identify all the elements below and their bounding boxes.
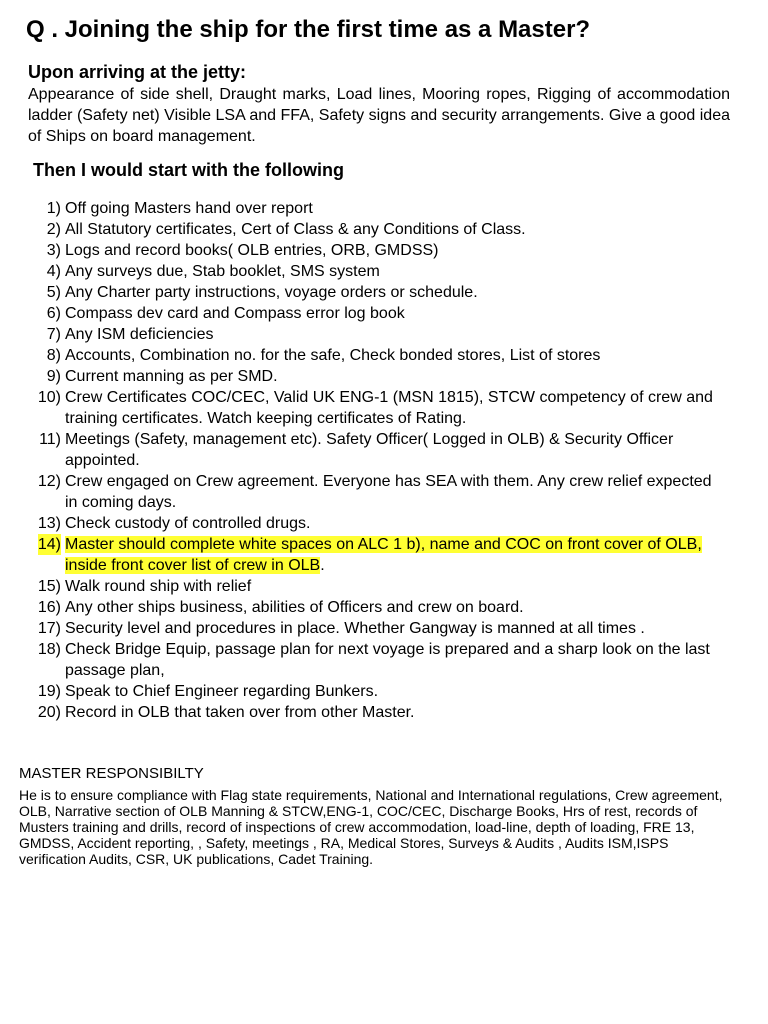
- list-item: [0, 576, 715, 597]
- item-number: 18): [37, 641, 61, 658]
- item-number: 6): [46, 305, 61, 322]
- list-item: [0, 639, 715, 681]
- item-text: Crew engaged on Crew agreement. Everyone has SEA with them. Any crew relief expected in coming days.: [65, 473, 712, 511]
- item-text: Check Bridge Equip, passage plan for next voyage is prepared and a sharp look on the last passage plan,: [65, 641, 710, 679]
- list-item: [0, 345, 715, 366]
- arrival-paragraph: Appearance of side shell, Draught marks, Load lines, Mooring ropes, Rigging of accommodation ladder (Safety net) Visible LSA and FFA, Safety signs and security arrangements. Give a good idea of Ships on board management.: [28, 86, 730, 145]
- checklist: [0, 198, 768, 723]
- list-item: [0, 387, 715, 429]
- item-text: Security level and procedures in place. Whether Gangway is manned at all times .: [65, 620, 645, 637]
- item-number: 11): [39, 431, 61, 448]
- item-number: 9): [46, 368, 61, 385]
- item-text: Compass dev card and Compass error log book: [65, 305, 405, 322]
- responsibility-paragraph: He is to ensure compliance with Flag state requirements, National and International regulations, Crew agreement, OLB, Narrative section of OLB Manning & STCW,ENG-1, COC/CEC, Discharge Books, Hrs of rest, records of Musters training and drills, record of inspections of crew accommodation, load-line, depth of loading, FRE 13, GMDSS, Accident reporting, , Safety, meetings , RA, Medical Stores, Surveys & Audits , Audits ISM,ISPS verification Audits, CSR, UK publications, Cadet Training.: [19, 787, 723, 867]
- item-number: 14): [37, 536, 61, 553]
- item-text: Accounts, Combination no. for the safe, Check bonded stores, List of stores: [65, 347, 601, 364]
- item-number: 5): [46, 284, 61, 301]
- item-text: Speak to Chief Engineer regarding Bunkers.: [65, 683, 379, 700]
- list-item: [0, 324, 715, 345]
- item-text: Any ISM deficiencies: [65, 326, 214, 343]
- list-item: [0, 198, 715, 219]
- list-item: [0, 471, 715, 513]
- list-item: [0, 618, 715, 639]
- item-number: 2): [46, 221, 61, 238]
- list-item: [0, 261, 715, 282]
- list-item: [0, 366, 715, 387]
- item-number: 3): [46, 242, 61, 259]
- list-item: [0, 303, 715, 324]
- item-text: Crew Certificates COC/CEC, Valid UK ENG-1 (MSN 1815), STCW competency of crew and training certificates. Watch keeping certificates of Rating.: [65, 389, 713, 427]
- list-item: [0, 513, 715, 534]
- item-number: 20): [37, 704, 61, 721]
- list-item: [0, 282, 715, 303]
- item-text: Any surveys due, Stab booklet, SMS system: [65, 263, 380, 280]
- list-item-highlighted: [0, 534, 715, 576]
- list-item: [0, 597, 715, 618]
- list-item: [0, 219, 715, 240]
- item-number: 12): [37, 473, 61, 490]
- start-heading: Then I would start with the following: [33, 160, 344, 180]
- item-text: Current manning as per SMD.: [65, 368, 278, 385]
- item-number: 19): [37, 683, 61, 700]
- item-suffix: .: [320, 557, 325, 574]
- list-item: [0, 681, 715, 702]
- responsibility-heading: MASTER RESPONSIBILTY: [19, 765, 204, 782]
- item-text: Logs and record books( OLB entries, ORB, GMDSS): [65, 242, 439, 259]
- item-text: Walk round ship with relief: [65, 578, 252, 595]
- item-number: 8): [46, 347, 61, 364]
- item-text: Check custody of controlled drugs.: [65, 515, 311, 532]
- item-text: Record in OLB that taken over from other Master.: [65, 704, 415, 721]
- item-number: 1): [46, 200, 61, 217]
- item-text: All Statutory certificates, Cert of Class & any Conditions of Class.: [65, 221, 526, 238]
- item-number: 15): [37, 578, 61, 595]
- item-number: 10): [37, 389, 61, 406]
- item-number: 13): [37, 515, 61, 532]
- list-item: [0, 240, 715, 261]
- item-number: 7): [46, 326, 61, 343]
- item-number: 16): [37, 599, 61, 616]
- list-item: [0, 429, 715, 471]
- arrival-heading: Upon arriving at the jetty:: [28, 62, 247, 82]
- item-text: Off going Masters hand over report: [65, 200, 313, 217]
- page-title: Q . Joining the ship for the first time as a Master?: [26, 16, 591, 43]
- item-number: 4): [46, 263, 61, 280]
- item-text: Any other ships business, abilities of Officers and crew on board.: [65, 599, 524, 616]
- item-text: Meetings (Safety, management etc). Safety Officer( Logged in OLB) & Security Officer appointed.: [65, 431, 674, 469]
- item-text: Any Charter party instructions, voyage orders or schedule.: [65, 284, 478, 301]
- item-number: 17): [37, 620, 61, 637]
- list-item: [0, 702, 715, 723]
- highlighted-item-text: Master should complete white spaces on ALC 1 b), name and COC on front cover of OLB, inside front cover list of crew in OLB: [65, 536, 702, 574]
